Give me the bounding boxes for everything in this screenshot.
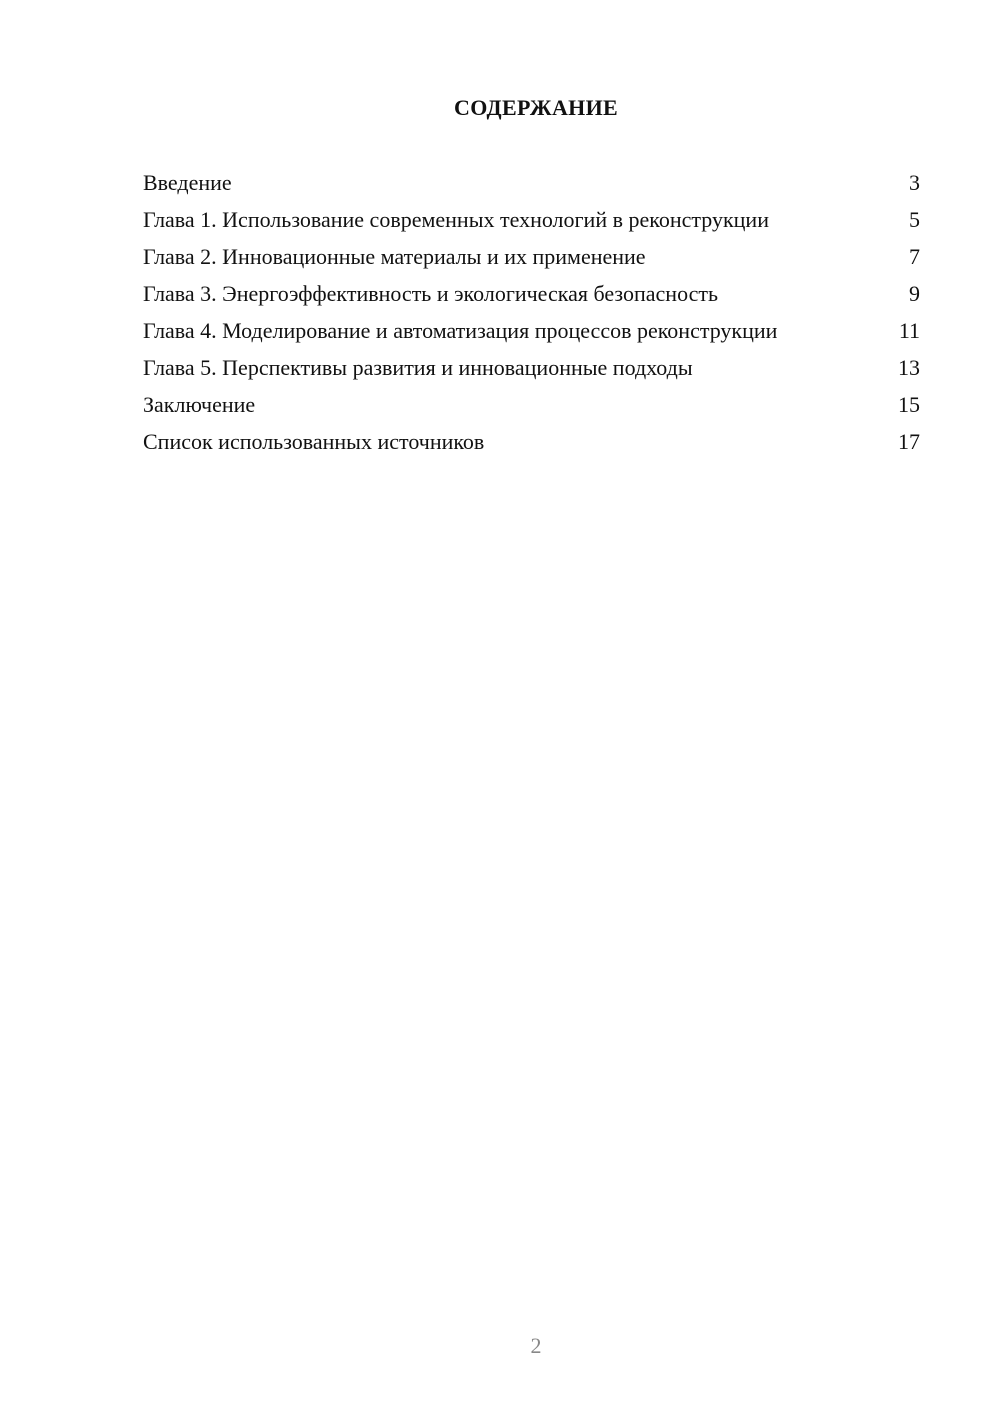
toc-entry-text: Введение [143, 170, 232, 195]
toc-entry-page: 3 [909, 170, 920, 195]
page-number: 2 [530, 1333, 542, 1358]
toc-entry-introduction [143, 168, 920, 197]
toc-entry-chapter-3 [143, 279, 920, 308]
toc-entry-text: Глава 2. Инновационные материалы и их применение [143, 244, 646, 269]
table-of-contents [143, 168, 920, 464]
toc-entry-text: Список использованных источников [143, 429, 485, 454]
toc-entry-text: Глава 4. Моделирование и автоматизация процессов реконструкции [143, 318, 778, 343]
toc-entry-conclusion [143, 390, 920, 419]
toc-entry-text: Глава 3. Энергоэффективность и экологическая безопасность [143, 281, 719, 306]
toc-entry-chapter-1 [143, 205, 920, 234]
toc-entry-page: 15 [898, 392, 920, 417]
toc-entry-page: 13 [898, 355, 920, 380]
toc-entry-chapter-2 [143, 242, 920, 271]
toc-entry-text: Глава 1. Использование современных технологий в реконструкции [143, 207, 769, 232]
toc-entry-page: 17 [898, 429, 920, 454]
toc-entry-page: 9 [909, 281, 920, 306]
toc-entry-text: Заключение [143, 392, 256, 417]
toc-entry-chapter-5 [143, 353, 920, 382]
toc-entry-text: Глава 5. Перспективы развития и инновационные подходы [143, 355, 693, 380]
toc-entry-chapter-4 [143, 316, 920, 345]
toc-entry-page: 11 [898, 318, 920, 343]
toc-title: СОДЕРЖАНИЕ [454, 95, 618, 120]
toc-entry-page: 5 [909, 207, 920, 232]
toc-entry-page: 7 [909, 244, 920, 269]
toc-entry-references [143, 427, 920, 456]
